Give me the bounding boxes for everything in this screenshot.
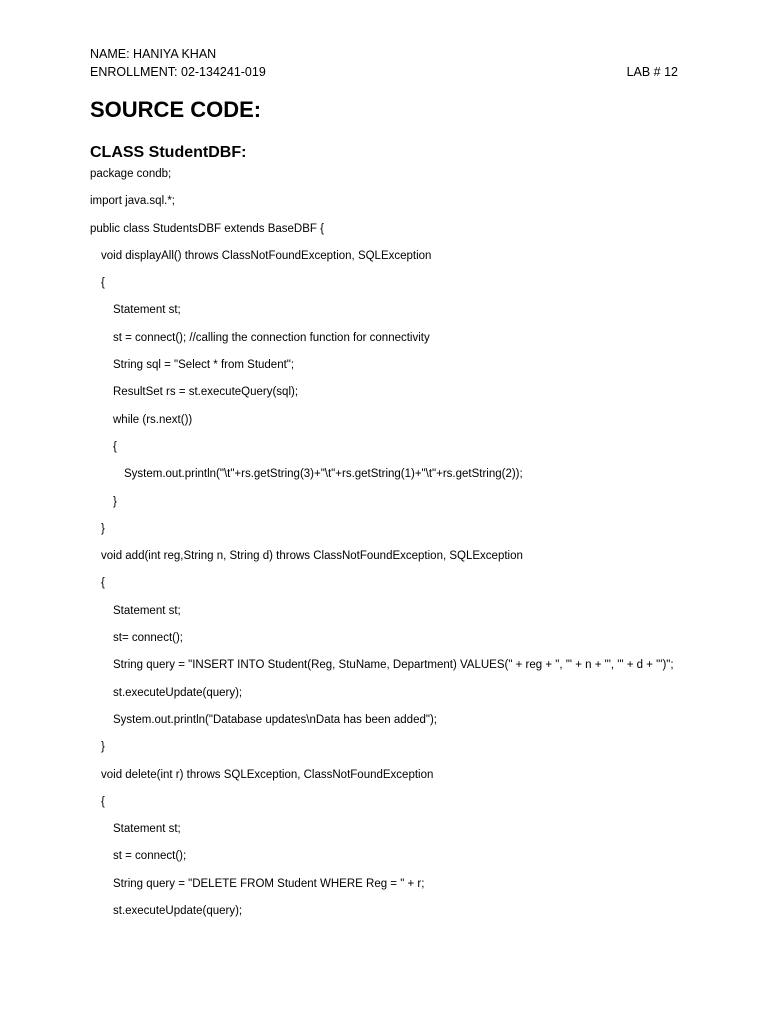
code-line: Statement st; <box>113 304 181 317</box>
code-line: st = connect(); <box>113 850 187 863</box>
code-line: System.out.println("Database updates\nData has been added"); <box>113 713 437 726</box>
enrollment-number: ENROLLMENT: 02-134241-019 <box>90 65 266 79</box>
code-line: package condb; <box>90 168 172 180</box>
source-code-block <box>90 166 674 930</box>
code-line: String query = "DELETE FROM Student WHERE Reg = " + r; <box>113 877 425 890</box>
code-line: st.executeUpdate(query); <box>113 905 243 918</box>
code-line: ResultSet rs = st.executeQuery(sql); <box>113 386 299 399</box>
code-line: Statement st; <box>113 604 181 617</box>
code-line: st= connect(); <box>113 632 183 645</box>
code-line: } <box>101 741 105 754</box>
code-line: Statement st; <box>113 823 181 836</box>
code-line: { <box>101 277 105 290</box>
code-line: } <box>113 495 117 508</box>
code-line: { <box>101 577 105 590</box>
code-line: public class StudentsDBF extends BaseDBF { <box>90 222 324 235</box>
code-line: { <box>101 795 105 808</box>
code-line: { <box>113 440 117 453</box>
code-line: void add(int reg,String n, String d) throws ClassNotFoundException, SQLException <box>101 550 523 563</box>
code-line: System.out.println("\t"+rs.getString(3)+"\t"+rs.getString(1)+"\t"+rs.getString(2)); <box>124 468 523 481</box>
student-name: NAME: HANIYA KHAN <box>90 47 217 61</box>
code-line: String query = "INSERT INTO Student(Reg, StuName, Department) VALUES(" + reg + ", '" + n + "', '" + d + "')"; <box>113 659 674 672</box>
code-line: while (rs.next()) <box>113 413 193 426</box>
code-line: String sql = "Select * from Student"; <box>113 359 295 372</box>
code-line: st = connect(); //calling the connection function for connectivity <box>113 331 430 344</box>
lab-number: LAB # 12 <box>626 65 678 79</box>
code-line: st.executeUpdate(query); <box>113 686 243 699</box>
class-subheading: CLASS StudentDBF: <box>90 144 247 161</box>
code-line: void displayAll() throws ClassNotFoundException, SQLException <box>101 249 432 262</box>
code-line: } <box>101 522 105 535</box>
code-line: import java.sql.*; <box>90 195 176 208</box>
code-line: void delete(int r) throws SQLException, ClassNotFoundException <box>101 768 434 781</box>
page-heading: SOURCE CODE: <box>90 97 262 122</box>
